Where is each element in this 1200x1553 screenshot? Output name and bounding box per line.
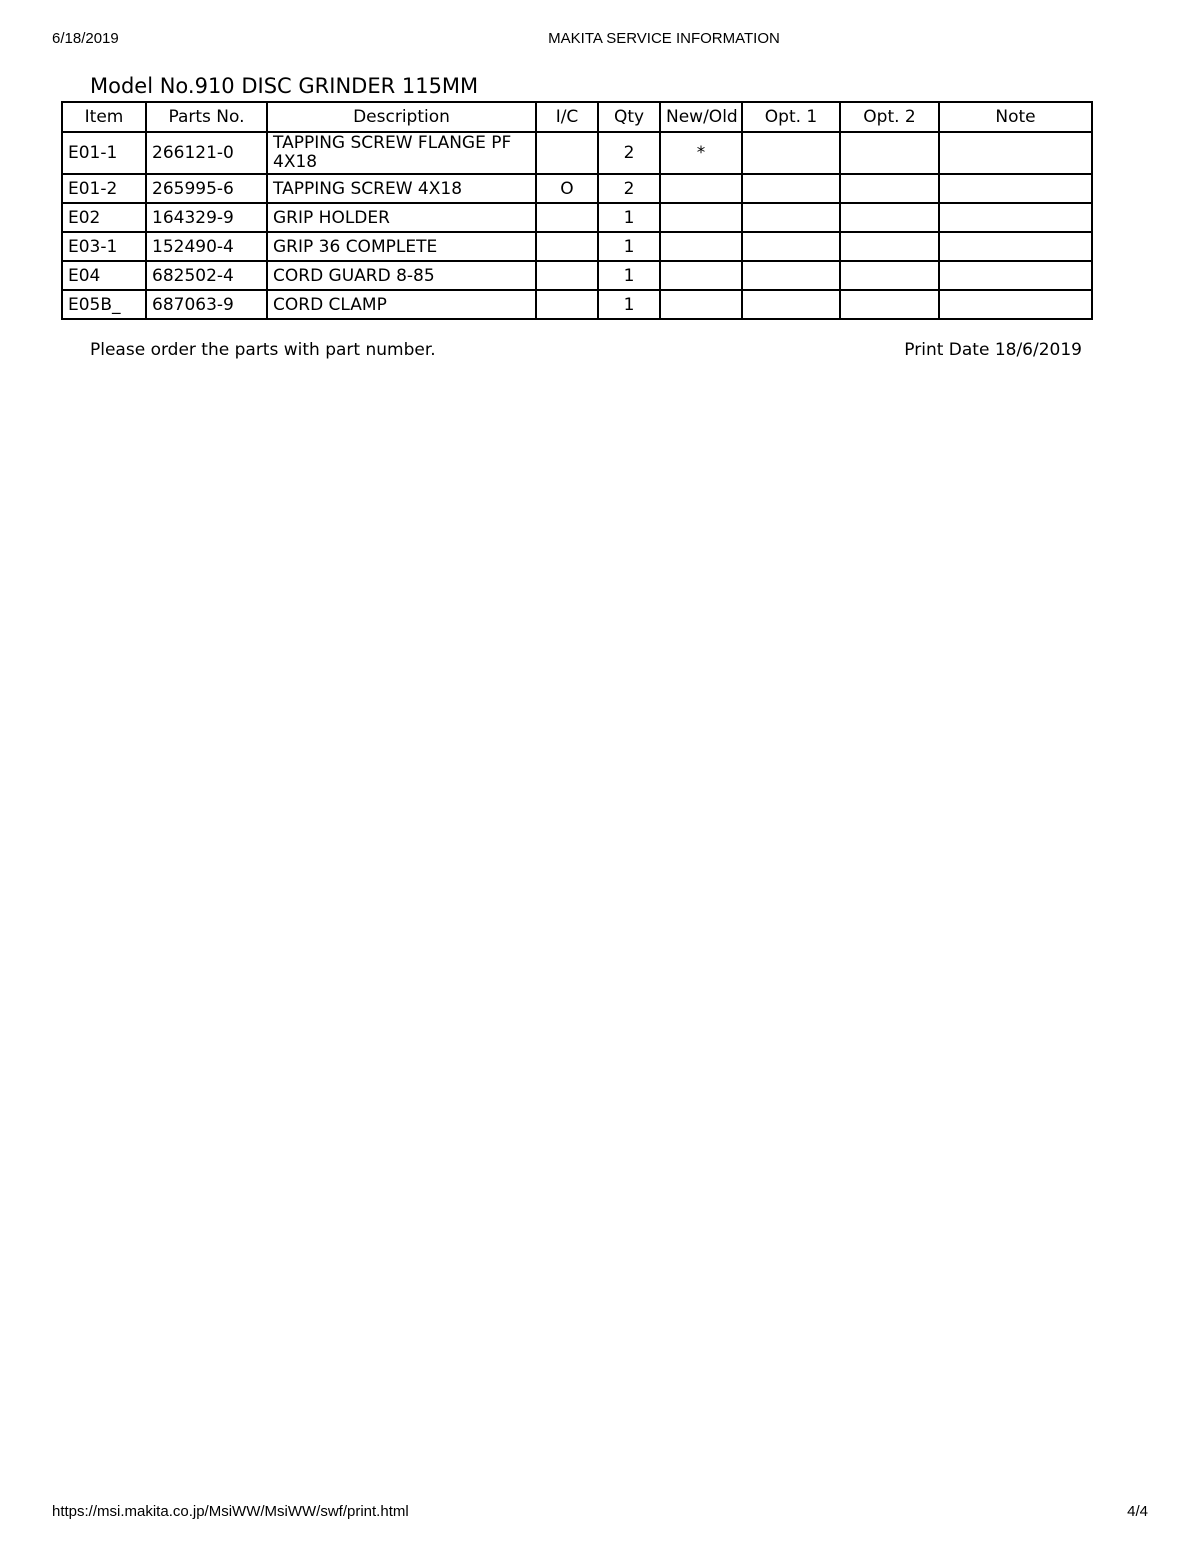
cell-ic: O [536, 174, 598, 203]
cell-opt1 [742, 203, 840, 232]
cell-opt1 [742, 174, 840, 203]
cell-description: GRIP 36 COMPLETE [267, 232, 536, 261]
column-header-ic: I/C [536, 102, 598, 132]
cell-ic [536, 132, 598, 174]
parts-table [61, 101, 1093, 320]
cell-note [939, 232, 1092, 261]
cell-opt1 [742, 132, 840, 174]
cell-item: E05B_ [62, 290, 146, 319]
cell-description: TAPPING SCREW FLANGE PF 4X18 [267, 132, 536, 174]
cell-opt2 [840, 290, 939, 319]
model-title: Model No.910 DISC GRINDER 115MM [90, 74, 479, 98]
cell-opt2 [840, 174, 939, 203]
column-header-opt2: Opt. 2 [840, 102, 939, 132]
cell-note [939, 132, 1092, 174]
table-row [62, 290, 1092, 319]
cell-new-old: * [660, 132, 742, 174]
print-date: Print Date 18/6/2019 [904, 340, 1082, 360]
print-header-title: MAKITA SERVICE INFORMATION [548, 30, 780, 47]
cell-note [939, 261, 1092, 290]
table-row [62, 261, 1092, 290]
cell-part-no: 687063-9 [146, 290, 267, 319]
cell-opt2 [840, 132, 939, 174]
cell-item: E03-1 [62, 232, 146, 261]
cell-note [939, 174, 1092, 203]
print-footer-url: https://msi.makita.co.jp/MsiWW/MsiWW/swf/print.html [52, 1503, 409, 1520]
cell-part-no: 164329-9 [146, 203, 267, 232]
cell-item: E01-2 [62, 174, 146, 203]
table-row [62, 174, 1092, 203]
table-row [62, 232, 1092, 261]
column-header-parts-no: Parts No. [146, 102, 267, 132]
cell-opt2 [840, 232, 939, 261]
print-footer-page-number: 4/4 [1127, 1503, 1148, 1520]
cell-new-old [660, 174, 742, 203]
order-note: Please order the parts with part number. [90, 340, 436, 360]
cell-note [939, 203, 1092, 232]
column-header-qty: Qty [598, 102, 660, 132]
cell-part-no: 682502-4 [146, 261, 267, 290]
column-header-description: Description [267, 102, 536, 132]
cell-qty: 1 [598, 290, 660, 319]
cell-opt1 [742, 232, 840, 261]
cell-ic [536, 232, 598, 261]
cell-description: GRIP HOLDER [267, 203, 536, 232]
cell-opt1 [742, 290, 840, 319]
column-header-new-old: New/Old [660, 102, 742, 132]
cell-qty: 1 [598, 261, 660, 290]
column-header-item: Item [62, 102, 146, 132]
cell-item: E02 [62, 203, 146, 232]
table-header-row [62, 102, 1092, 132]
cell-opt2 [840, 203, 939, 232]
cell-note [939, 290, 1092, 319]
cell-new-old [660, 203, 742, 232]
cell-part-no: 152490-4 [146, 232, 267, 261]
cell-description: CORD GUARD 8-85 [267, 261, 536, 290]
cell-description: TAPPING SCREW 4X18 [267, 174, 536, 203]
cell-qty: 1 [598, 203, 660, 232]
cell-new-old [660, 290, 742, 319]
print-header-date: 6/18/2019 [52, 30, 119, 47]
table-row [62, 203, 1092, 232]
cell-ic [536, 290, 598, 319]
column-header-note: Note [939, 102, 1092, 132]
cell-ic [536, 261, 598, 290]
cell-new-old [660, 232, 742, 261]
cell-item: E01-1 [62, 132, 146, 174]
table-row [62, 132, 1092, 174]
cell-qty: 2 [598, 132, 660, 174]
cell-qty: 1 [598, 232, 660, 261]
cell-new-old [660, 261, 742, 290]
cell-qty: 2 [598, 174, 660, 203]
cell-item: E04 [62, 261, 146, 290]
cell-opt2 [840, 261, 939, 290]
cell-description: CORD CLAMP [267, 290, 536, 319]
cell-ic [536, 203, 598, 232]
cell-part-no: 265995-6 [146, 174, 267, 203]
cell-opt1 [742, 261, 840, 290]
column-header-opt1: Opt. 1 [742, 102, 840, 132]
cell-part-no: 266121-0 [146, 132, 267, 174]
